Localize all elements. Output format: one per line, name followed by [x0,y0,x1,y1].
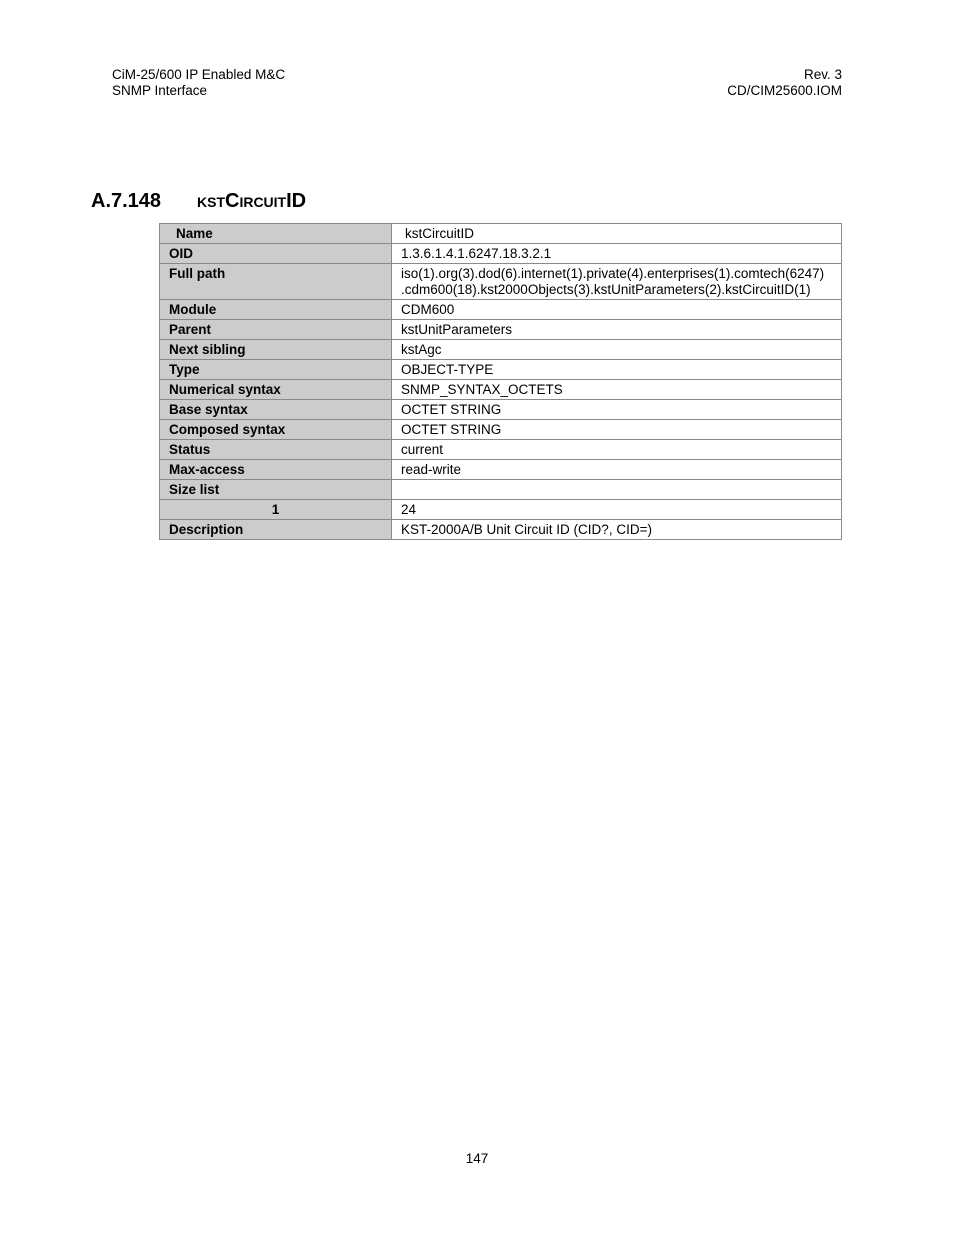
section-number: A.7.148 [91,190,162,212]
row-label: Module [160,300,392,320]
header-subtitle: SNMP Interface [112,83,208,98]
row-value: read-write [392,460,842,480]
row-label: Status [160,440,392,460]
row-value: 24 [392,500,842,520]
row-value: OCTET STRING [392,420,842,440]
row-label: Size list [160,480,392,500]
table-row [160,360,842,380]
table-row [160,420,842,440]
table-row [160,500,842,520]
row-value: kstAgc [392,340,842,360]
table-row [160,340,842,360]
full-path-line-2: .cdm600(18).kst2000Objects(3).kstUnitParameters(2).kstCircuitID(1) [401,282,811,297]
header-left [112,67,285,99]
row-value: 1.3.6.1.4.1.6247.18.3.2.1 [392,244,842,264]
table-row [160,244,842,264]
full-path-line-1: iso(1).org(3).dod(6).internet(1).private(4).enterprises(1).comtech(6247) [401,266,825,281]
header-product: CiM-25/600 IP Enabled M&C [112,67,286,82]
row-label: Description [160,520,392,540]
header-doc-id: CD/CIM25600.IOM [727,83,842,98]
table-row [160,380,842,400]
row-value: CDM600 [392,300,842,320]
row-label: Max-access [160,460,392,480]
table-row [160,480,842,500]
row-label: OID [160,244,392,264]
table-row [160,320,842,340]
row-value: kstUnitParameters [392,320,842,340]
row-value: kstCircuitID [392,224,842,244]
table-row [160,460,842,480]
row-value [392,480,842,500]
row-label: Numerical syntax [160,380,392,400]
section-heading [91,188,306,214]
row-value [392,264,842,300]
row-value: current [392,440,842,460]
table-row [160,224,842,244]
page-number: 147 [465,1151,489,1166]
row-label: Parent [160,320,392,340]
row-label: Type [160,360,392,380]
row-label: Name [160,224,392,244]
row-value: KST-2000A/B Unit Circuit ID (CID?, CID=) [392,520,842,540]
header-right [727,67,842,99]
row-value: OCTET STRING [392,400,842,420]
header-revision: Rev. 3 [803,67,842,82]
row-value: SNMP_SYNTAX_OCTETS [392,380,842,400]
table-row [160,440,842,460]
table-row [160,300,842,320]
table-row [160,520,842,540]
section-title: kstCircuitID [197,190,307,212]
row-label: Base syntax [160,400,392,420]
row-label: Full path [160,264,392,300]
row-label: Composed syntax [160,420,392,440]
table-row [160,400,842,420]
row-value: OBJECT-TYPE [392,360,842,380]
properties-table [159,223,842,540]
table-row [160,264,842,300]
row-label: 1 [160,500,392,520]
row-label: Next sibling [160,340,392,360]
